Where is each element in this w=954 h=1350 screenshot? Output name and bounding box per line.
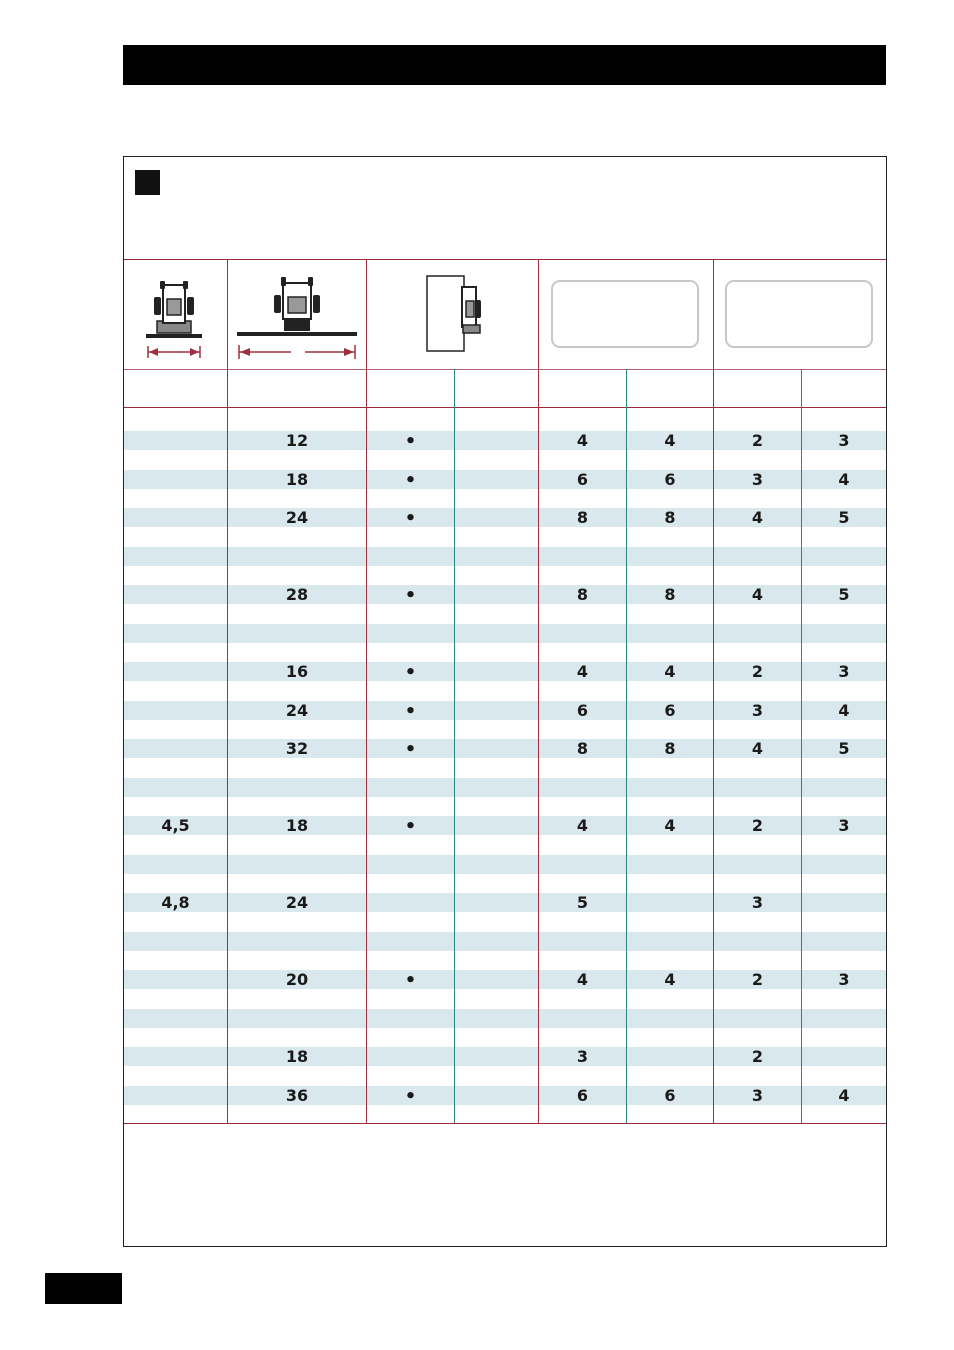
row-stripe [124,778,886,797]
table-cell: 3 [838,662,850,681]
table-cell: 3 [838,816,850,835]
table-cell: 6 [576,700,589,720]
table-cell: 20 [285,970,309,989]
table-cell: 5 [576,893,589,912]
page-number-tab [45,1273,122,1304]
table-cell: 4 [576,970,589,989]
data-table-frame [123,156,887,1247]
table-cell: 8 [664,508,676,527]
table-cell [367,1051,454,1070]
table-cell: 5 [838,508,850,527]
table-cell: 2 [751,431,764,450]
table-cell: • [404,431,417,452]
table-cell: 32 [285,739,309,758]
table-cell: 4 [576,816,589,835]
table-cell: 4 [576,431,589,450]
body-top-rule [124,407,886,408]
table-cell: 4 [838,1085,850,1105]
table-cell: 4 [751,508,764,527]
table-cell [124,508,227,527]
table-cell: 6 [664,469,676,489]
table-cell: 4 [664,431,676,450]
tractor-with-track-width-icon [144,277,204,362]
table-cell [124,470,227,489]
table-cell: • [404,816,417,837]
table-cell: 4 [838,700,850,720]
table-cell: 4 [664,816,676,835]
table-cell: 8 [664,585,676,604]
table-cell: 3 [751,700,764,720]
subheader-rule [124,369,886,370]
table-cell: 8 [576,508,589,527]
table-cell: 36 [285,1085,309,1105]
table-cell: 3 [838,431,850,450]
table-cell: • [404,585,417,606]
table-cell: 18 [285,469,309,489]
table-cell: 24 [285,508,309,527]
table-cell [124,662,227,681]
table-cell: 6 [576,469,589,489]
table-cell [124,970,227,989]
body-bottom-rule [124,1123,886,1124]
table-cell: 2 [751,662,764,681]
table-cell: 8 [664,739,676,758]
table-cell: 4 [664,970,676,989]
table-cell: • [404,739,417,760]
table-cell: 5 [838,585,850,604]
table-cell [124,701,227,720]
table-cell: 4 [576,662,589,681]
table-cell: 4 [664,662,676,681]
table-cell: 2 [751,816,764,835]
table-cell: 24 [285,700,309,720]
row-stripe [124,932,886,951]
col-divider [227,260,228,1123]
header-bar [123,45,886,85]
table-cell: 8 [576,585,589,604]
table-cell [802,893,886,912]
table-cell [124,739,227,758]
table-cell [124,1047,227,1066]
row-stripe [124,624,886,643]
col-divider [713,260,714,1123]
tractor-beside-panel-icon [426,275,486,353]
row-stripe [124,1009,886,1028]
table-cell: 4 [751,739,764,758]
table-cell [627,1047,713,1066]
table-cell: 2 [751,970,764,989]
table-cell: 6 [664,700,676,720]
table-cell: 24 [285,893,309,912]
table-cell: • [404,700,417,722]
info-box-left [551,280,699,348]
section-marker [135,170,160,195]
table-cell: 2 [751,1047,764,1066]
table-cell [124,431,227,450]
table-cell: 3 [838,970,850,989]
subcol-divider [454,369,455,1123]
table-cell: 12 [285,431,309,450]
col-divider [538,260,539,1123]
row-stripe [124,547,886,566]
table-cell: • [404,970,417,991]
table-cell: 3 [576,1047,589,1066]
table-cell [802,1047,886,1066]
table-cell [124,1086,227,1105]
table-cell: 28 [285,585,309,604]
table-cell: 6 [664,1085,676,1105]
table-cell: 16 [285,662,309,681]
table-cell: • [404,662,417,683]
table-cell: 18 [285,1047,309,1066]
col-divider [366,260,367,1123]
table-cell: 3 [751,1085,764,1105]
info-box-right [725,280,873,348]
table-cell: 8 [576,739,589,758]
table-cell: • [404,508,417,529]
table-cell: 4,8 [161,893,190,912]
tractor-with-boom-width-icon [237,275,357,362]
header-rule [124,259,886,260]
row-stripe [124,855,886,874]
table-cell: • [404,1085,417,1107]
table-cell: 4 [751,585,764,604]
table-cell: 3 [751,893,764,912]
table-cell [627,893,713,912]
table-cell: 4 [838,469,850,489]
table-cell: • [404,469,417,491]
table-cell: 18 [285,816,309,835]
table-cell: 3 [751,469,764,489]
table-cell [124,585,227,604]
table-cell: 4,5 [161,816,190,835]
table-cell [367,897,454,916]
table-cell: 6 [576,1085,589,1105]
table-cell: 5 [838,739,850,758]
